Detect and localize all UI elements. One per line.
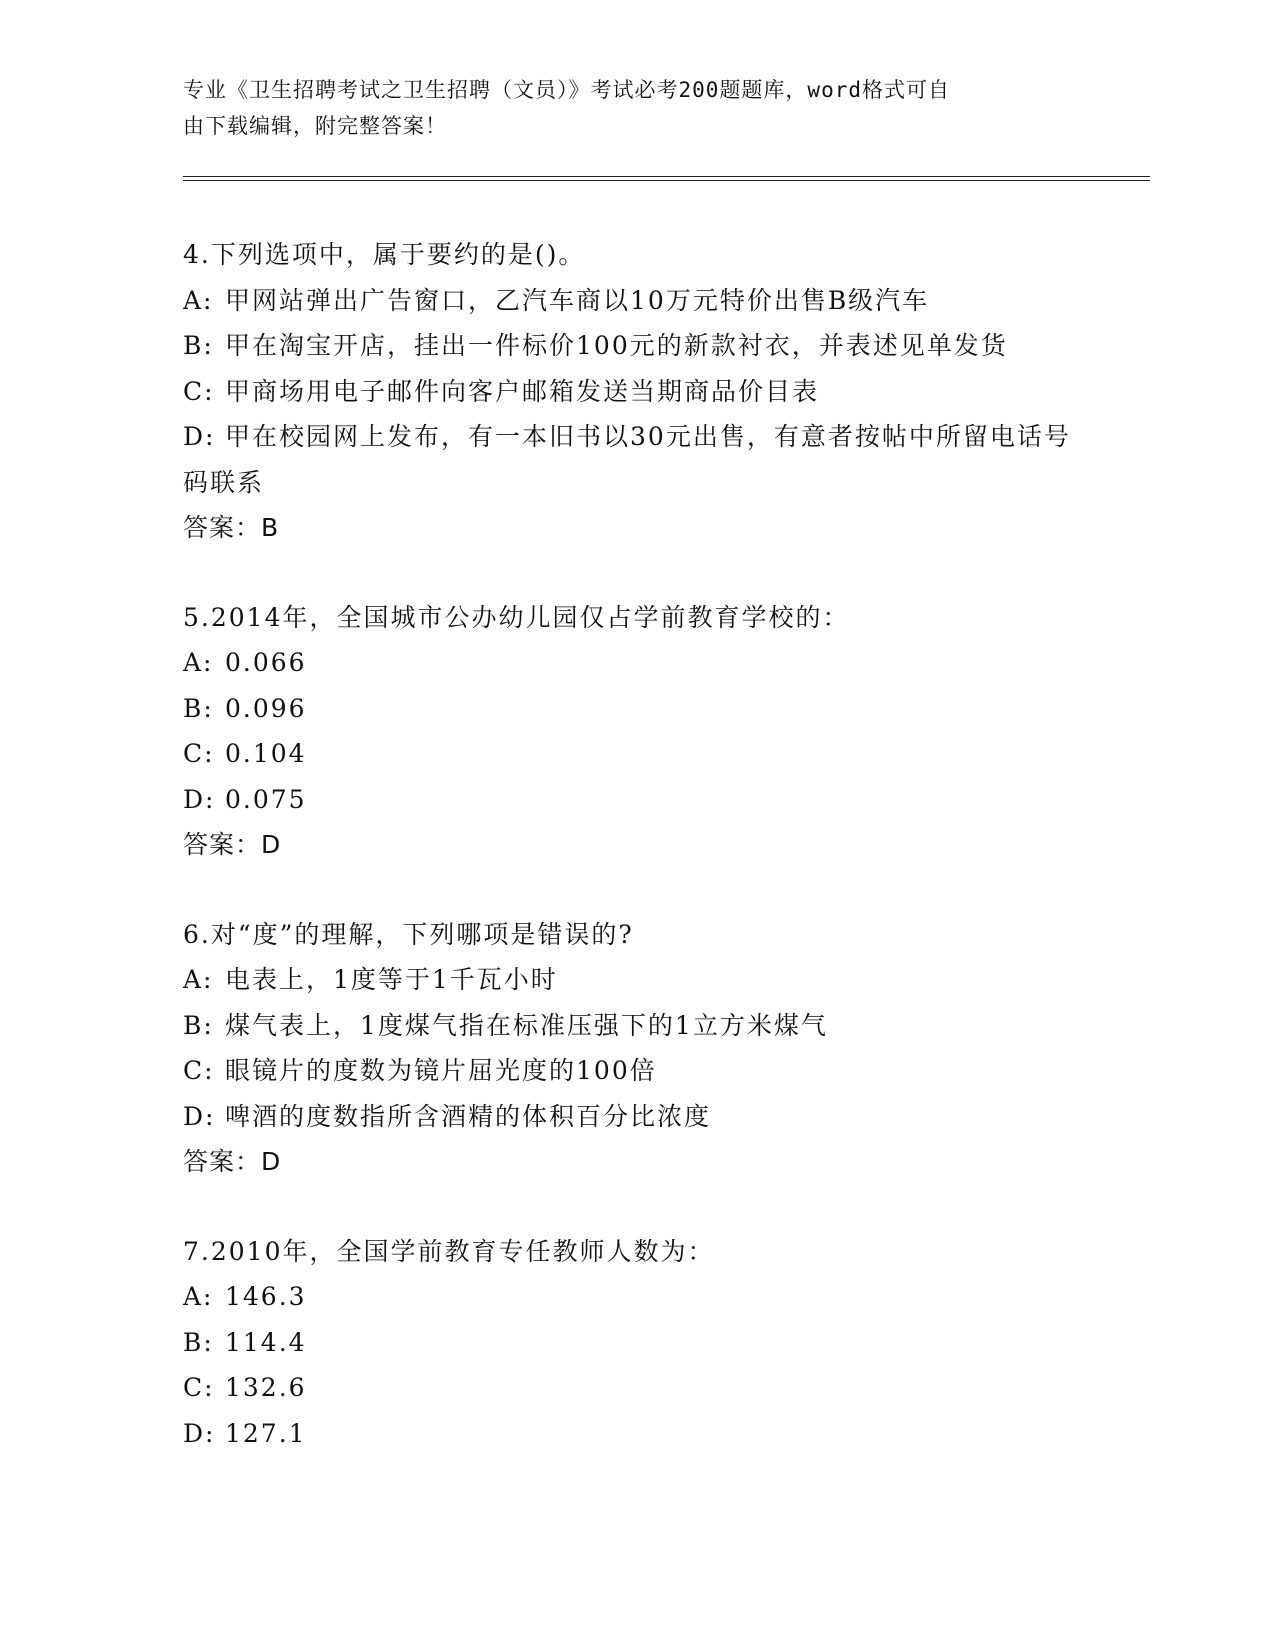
option-text: 啤酒的度数指所含酒精的体积百分比浓度 [225,1101,712,1131]
option-key: C: [183,739,215,768]
option-b [183,686,1083,732]
option-text: 甲在淘宝开店，挂出一件标价100元的新款衬衣，并表述见单发货 [225,331,1008,360]
option-key: D: [183,1101,216,1131]
option-key: B: [183,1327,214,1357]
answer: 答案：D [183,830,282,859]
option-key: D: [183,1418,216,1448]
option-key: A: [183,1282,214,1311]
header-line-1: 专业《卫生招聘考试之卫生招聘（文员）》考试必考200题题库，word格式可自 [183,78,950,102]
answer: 答案：D [183,1147,282,1176]
header-divider [183,176,1150,181]
option-key: A: [183,965,214,994]
option-d [183,1094,1083,1140]
option-b [183,323,1083,369]
option-d [183,777,1083,823]
header-line-2: 由下载编辑，附完整答案！ [183,114,447,138]
question-stem: 7.2010年，全国学前教育专任教师人数为： [183,1236,715,1266]
question-list [183,232,1083,1500]
option-text: 0.096 [225,693,307,723]
option-key: D: [183,784,216,814]
option-c [183,1048,1083,1094]
option-text: 甲在校园网上发布，有一本旧书以30元出售，有意者按帖中所留电话号码联系 [183,422,1071,497]
question-stem: 5.2014年，全国城市公办幼儿园仅占学前教育学校的： [183,602,850,632]
option-text: 眼镜片的度数为镜片屈光度的100倍 [225,1056,657,1085]
question-4 [183,232,1083,551]
option-key: C: [183,1373,215,1402]
option-text: 0.104 [225,739,307,768]
option-key: C: [183,1056,215,1085]
option-d [183,1411,1083,1457]
option-text: 甲网站弹出广告窗口，乙汽车商以10万元特价出售B级汽车 [225,285,930,315]
option-text: 0.066 [225,648,307,677]
option-key: A: [183,648,214,677]
answer: 答案：B [183,513,280,542]
document-header [183,72,1063,144]
option-a [183,957,1083,1003]
option-key: B: [183,693,214,723]
question-6 [183,912,1083,1185]
option-b [183,1320,1083,1366]
option-a [183,640,1083,686]
option-d [183,414,1083,505]
option-text: 煤气表上，1度煤气指在标准压强下的1立方米煤气 [225,1010,828,1040]
option-c [183,1365,1083,1411]
question-7 [183,1229,1083,1457]
option-text: 127.1 [225,1418,307,1448]
option-key: D: [183,422,216,451]
option-a [183,278,1083,324]
option-text: 甲商场用电子邮件向客户邮箱发送当期商品价目表 [225,376,820,406]
option-b [183,1003,1083,1049]
option-c [183,369,1083,415]
option-c [183,731,1083,777]
option-key: A: [183,285,214,315]
option-text: 114.4 [225,1327,307,1357]
option-key: C: [183,376,215,406]
option-text: 0.075 [225,784,307,814]
option-key: B: [183,331,214,360]
question-stem: 6.对“度”的理解，下列哪项是错误的? [183,919,634,949]
question-5 [183,595,1083,868]
option-key: B: [183,1010,214,1040]
option-text: 146.3 [225,1282,307,1311]
option-a [183,1274,1083,1320]
option-text: 电表上，1度等于1千瓦小时 [225,965,558,994]
question-stem: 4.下列选项中，属于要约的是()。 [183,240,586,269]
option-text: 132.6 [225,1373,307,1402]
